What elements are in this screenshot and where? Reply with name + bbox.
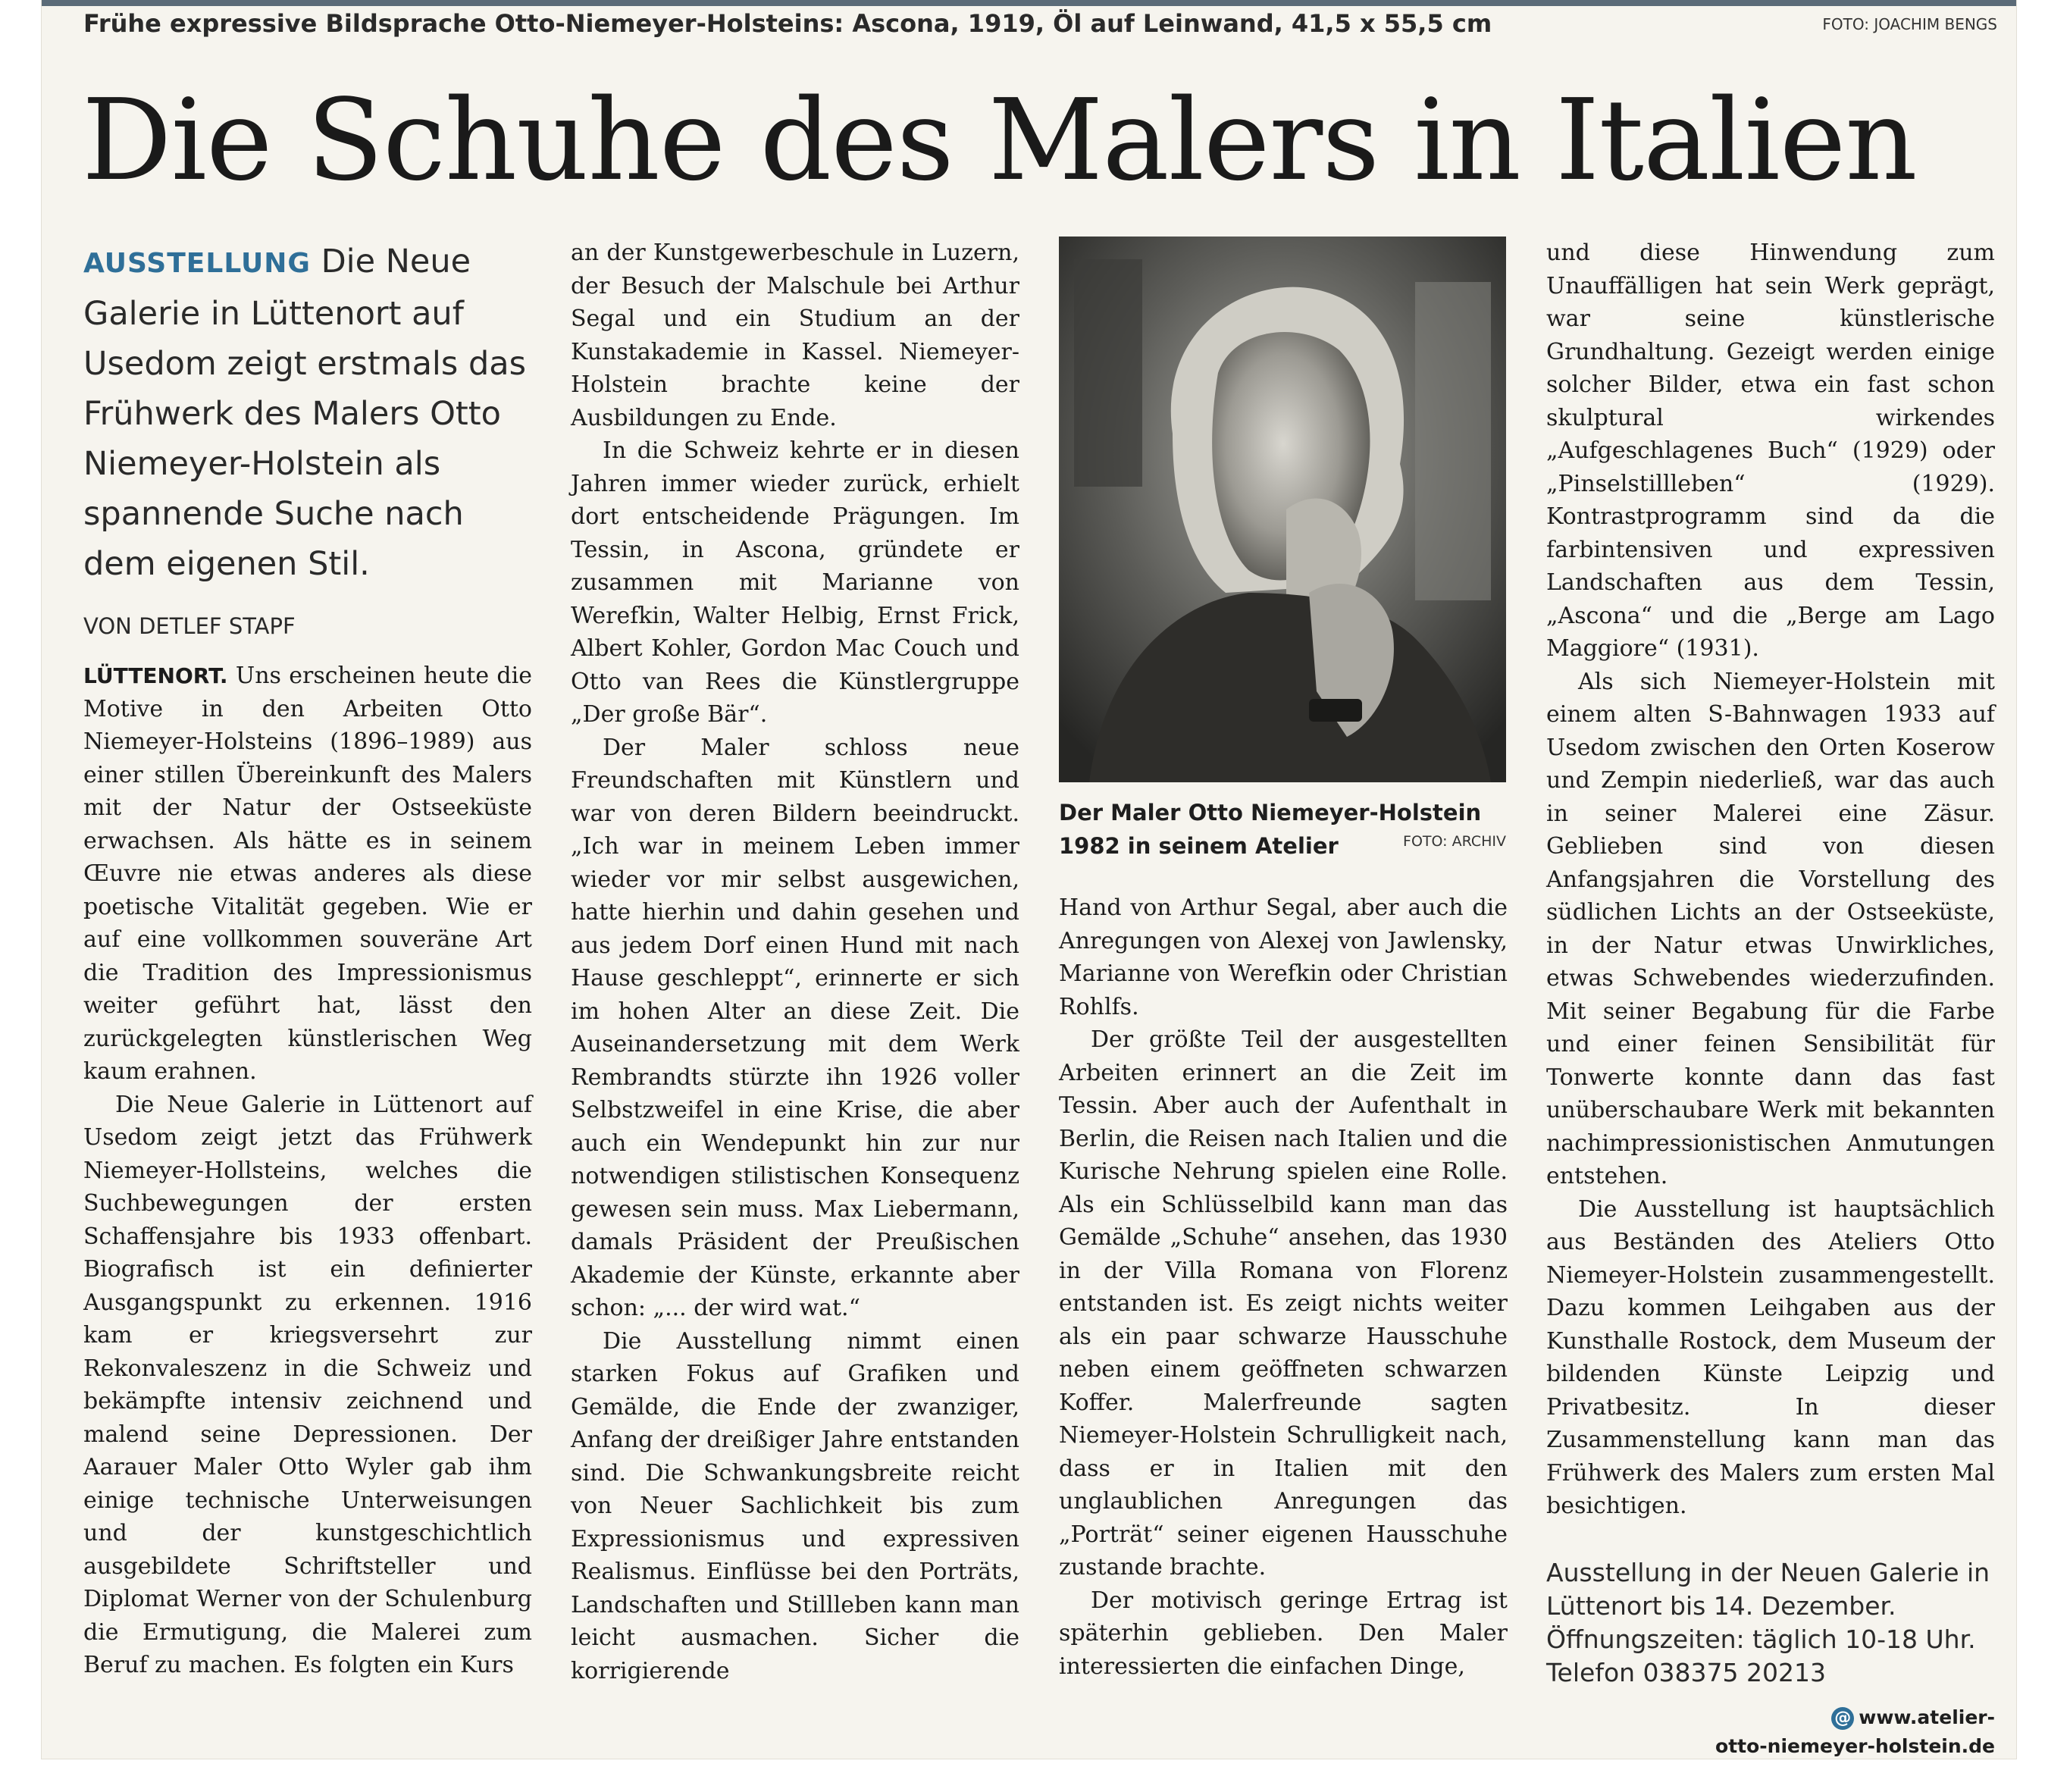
headline: Die Schuhe des Malers in Italien bbox=[82, 75, 1917, 205]
paragraph-text: Uns erscheinen heute die Motive in den Arbeiten Otto Niemeyer-Holsteins (1896–1989) aus einer stillen Übereinkunft des Malers mit der Natur der Ostseeküste erwachsen. Als hätte es in seinem Œuvre nie etwas anderes als diese poetische Vitalität gegeben. Wie er auf eine vollkommen souveräne Art die Tradition des Impressionismus weiter geführt hat, lässt den zurückgelegten künstlerischen Weg kaum erahnen. bbox=[83, 663, 532, 1085]
paragraph: Als sich Niemeyer-Holstein mit einem alten S-Bahnwagen 1933 auf Usedom zwischen den Orten Koserow und Zempin niederließ, war das auch in seiner Malerei eine Zäsur. Geblieben sind von diesen Anfangsjahren die Vorstellung des südlichen Lichts an der Ostseeküste, in der Natur etwas Unwirkliches, etwas Schwebendes wiederzufinden. Mit seiner Begabung für die Farbe und einer feinen Sensibilität für Tonwerte konnte dann das fast unüberschaubare Werk mit bekannten nachimpressionistischen Anmutungen entstehen. bbox=[1546, 668, 1995, 1189]
at-sign-icon: @ bbox=[1831, 1707, 1854, 1730]
website-link[interactable] bbox=[1546, 1703, 1995, 1761]
dateline: LÜTTENORT. bbox=[83, 663, 228, 688]
top-image-caption: Frühe expressive Bildsprache Otto-Niemeyer-Holsteins: Ascona, 1919, Öl auf Leinwand, 41,5 x 55,5 cm bbox=[83, 9, 1492, 38]
website-line-1[interactable]: www.atelier- bbox=[1859, 1706, 1995, 1728]
lead-text: Die Neue Galerie in Lüttenort auf Usedom zeigt erstmals das Frühwerk des Malers Otto Niemeyer-Holstein als spannende Suche nach dem eigenen Stil. bbox=[83, 243, 526, 583]
photo-caption-text: Der Maler Otto Niemeyer-Holstein 1982 in seinem Atelier bbox=[1059, 800, 1482, 859]
exhibition-info: Ausstellung in der Neuen Galerie in Lüttenort bis 14. Dezember. Öffnungszeiten: täglich 10-18 Uhr. Telefon 038375 20213 bbox=[1546, 1557, 1990, 1687]
paragraph: an der Kunstgewerbeschule in Luzern, der Besuch der Malschule bei Arthur Segal und ein Studium an der Kunstakademie in Kassel. Niemeyer-Holstein brachte keine der Ausbildungen zu Ende. bbox=[571, 240, 1019, 431]
top-photo-credit: FOTO: JOACHIM BENGS bbox=[1822, 15, 1997, 33]
paragraph: Der motivisch geringe Ertrag ist späterhin geblieben. Den Maler interessierten die einfachen Dinge, bbox=[1059, 1587, 1508, 1680]
portrait-photo bbox=[1059, 237, 1506, 782]
byline: VON DETLEF STAPF bbox=[83, 613, 296, 639]
photo-caption bbox=[1059, 796, 1506, 863]
article-column-3 bbox=[1059, 891, 1508, 1683]
paragraph: Die Ausstellung nimmt einen starken Fokus auf Grafiken und Gemälde, die Ende der zwanziger, Anfang der dreißiger Jahre entstanden sind. Die Schwankungsbreite reicht von Neuer Sachlichkeit bis zum Expressionismus und expressiven Realismus. Einflüsse bei den Porträts, Landschaften und Stillleben kann man leicht ausmachen. Sicher die korrigierende bbox=[571, 1327, 1019, 1684]
paragraph: In die Schweiz kehrte er in diesen Jahren immer wieder zurück, erhielt dort entscheidende Prägungen. Im Tessin, in Ascona, gründete er zusammen mit Marianne von Werefkin, Walter Helbig, Ernst Frick, Albert Kohler, Gordon Mac Couch und Otto van Rees die Künstlergruppe „Der große Bär“. bbox=[571, 437, 1019, 728]
website-line-2[interactable]: otto-niemeyer-holstein.de bbox=[1715, 1734, 1995, 1757]
lead-paragraph bbox=[83, 237, 538, 589]
paragraph: Der größte Teil der ausgestellten Arbeiten erinnert an die Zeit im Tessin. Aber auch der Aufenthalt in Berlin, die Reisen nach Italien und die Kurische Nehrung spielen eine Rolle. Als ein Schlüsselbild kann man das Gemälde „Schuhe“ ansehen, das 1930 in der Villa Romana von Florenz entstanden ist. Es zeigt nichts weiter als ein paar schwarze Hausschuhe neben einem geöffneten schwarzen Koffer. Malerfreunde sagten Niemeyer-Holstein Schrulligkeit nach, dass er in Italien mit den unglaublichen Anregungen das „Porträt“ seiner eigenen Hausschuhe zustande brachte. bbox=[1059, 1026, 1508, 1581]
article-column-4 bbox=[1546, 237, 1995, 1761]
paragraph: Der Maler schloss neue Freundschaften mit Künstlern und war von deren Bildern beeindruckt. „Ich war in meinem Leben immer wieder vor mir selbst ausgewichen, hatte hierhin und dahin gesehen und aus jedem Dorf einen Hund mit nach Hause geschleppt“, erinnerte er sich im hohen Alter an diese Zeit. Die Auseinandersetzung mit dem Werk Rembrandts stürzte ihn 1926 voller Selbstzweifel in eine Krise, die aber auch ein Wendepunkt hin zur nur notwendigen stilistischen Konsequenz gewesen sein muss. Max Liebermann, damals Präsident der Preußischen Akademie der Künste, erkannte aber schon: „... der wird wat.“ bbox=[571, 734, 1019, 1321]
top-photo-edge bbox=[42, 0, 2016, 6]
paragraph: Die Neue Galerie in Lüttenort auf Usedom zeigt jetzt das Frühwerk Niemeyer-Hollsteins, welches die Suchbewegungen der ersten Schaffensjahre bis 1933 offenbart. Biografisch ist ein definierter Ausgangspunkt zu erkennen. 1916 kam er kriegsversehrt zur Rekonvaleszenz in die Schweiz und bekämpfte intensiv zeichnend und malend seine Depressionen. Der Aarauer Maler Otto Wyler gab ihm einige technische Unterweisungen und der kunstgeschichtlich ausgebildete Schriftsteller und Diplomat Werner von der Schulenburg die Ermutigung, die Malerei zum Beruf zu machen. Es folgten ein Kurs bbox=[83, 1091, 532, 1678]
paragraph bbox=[83, 659, 532, 1089]
portrait-illustration bbox=[1059, 237, 1506, 782]
lead-kicker: AUSSTELLUNG bbox=[83, 248, 311, 279]
article-column-1 bbox=[83, 237, 532, 1682]
paragraph: Hand von Arthur Segal, aber auch die Anregungen von Alexej von Jawlensky, Marianne von Werefkin oder Christian Rohlfs. bbox=[1059, 894, 1508, 1020]
paragraph: Die Ausstellung ist hauptsächlich aus Beständen des Ateliers Otto Niemeyer-Holstein zusammengestellt. Dazu kommen Leihgaben aus der Kunsthalle Rostock, dem Museum der bildenden Künste Leipzig und Privatbesitz. In dieser Zusammenstellung kann man das Frühwerk des Malers zum ersten Mal besichtigen. bbox=[1546, 1195, 1995, 1519]
photo-credit: FOTO: ARCHIV bbox=[1403, 833, 1506, 850]
article-column-2 bbox=[571, 237, 1019, 1687]
paragraph: und diese Hinwendung zum Unauffälligen hat sein Werk geprägt, war seine künstlerische Grundhaltung. Gezeigt werden einige solcher Bilder, etwa ein fast schon skulptural wirkendes „Aufgeschlagenes Buch“ (1929) oder „Pinselstillleben“ (1929). Kontrastprogramm sind da die farbintensiven und expressiven Landschaften aus dem Tessin, „Ascona“ und die „Berge am Lago Maggiore“ (1931). bbox=[1546, 240, 1995, 662]
